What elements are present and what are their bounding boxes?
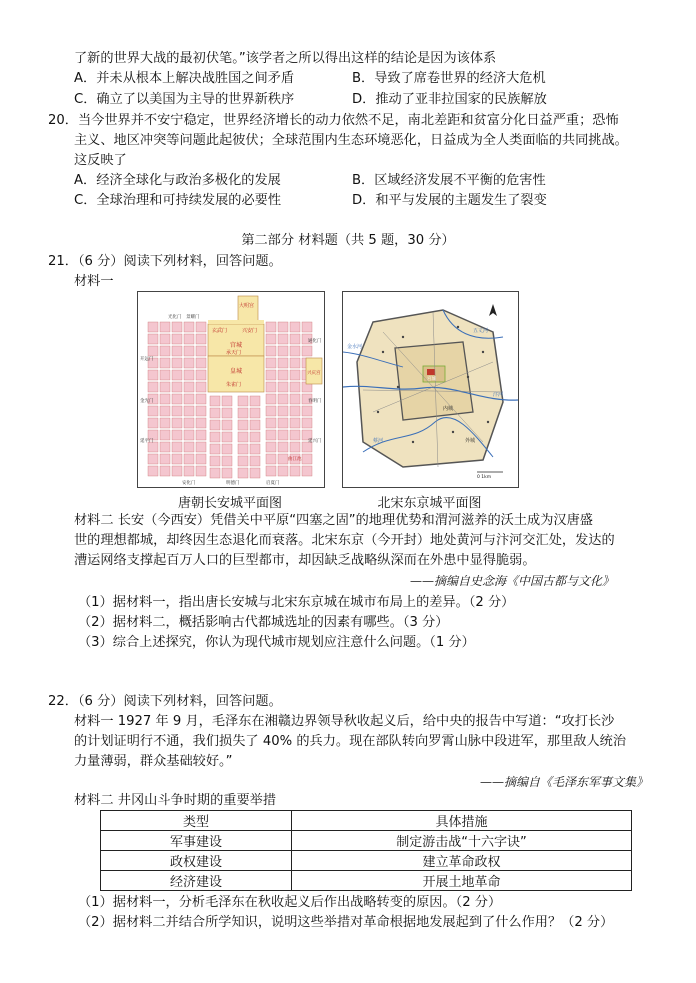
label-gate-top1: 光化门 bbox=[168, 315, 182, 320]
city-ward bbox=[278, 418, 288, 428]
city-ward bbox=[196, 454, 206, 464]
q20-line2: 主义、地区冲突等问题此起彼伏；全球范围内生态环境恶化，日益成为全人类面临的共同挑战。 bbox=[74, 133, 628, 148]
city-ward bbox=[278, 394, 288, 404]
q21-subq3: （3）综合上述探究，你认为现代城市规划应注意什么问题。（1 分） bbox=[78, 635, 475, 650]
label-qujiang: 曲江池 bbox=[288, 457, 302, 462]
city-ward bbox=[238, 456, 248, 466]
city-ward bbox=[238, 420, 248, 430]
city-ward bbox=[250, 420, 260, 430]
city-ward bbox=[278, 406, 288, 416]
label-gate-right3: 延兴门 bbox=[308, 439, 322, 444]
daming-palace bbox=[238, 296, 258, 322]
label-xingan: 兴安门 bbox=[242, 328, 258, 334]
city-ward bbox=[266, 370, 276, 380]
city-ward bbox=[278, 466, 288, 476]
city-ward bbox=[222, 468, 232, 478]
city-ward bbox=[184, 370, 194, 380]
label-gate-bottom2: 明德门 bbox=[226, 481, 240, 486]
q22-material1-line1: 材料一 1927 年 9 月，毛泽东在湘赣边界领导秋收起义后，给中央的报告中写道：“攻打长沙 bbox=[74, 714, 615, 729]
city-ward bbox=[302, 406, 312, 416]
city-ward bbox=[266, 430, 276, 440]
table-cell: 建立革命政权 bbox=[292, 851, 632, 871]
city-ward bbox=[172, 454, 182, 464]
site-marker bbox=[452, 431, 454, 433]
city-ward bbox=[266, 358, 276, 368]
city-ward bbox=[172, 442, 182, 452]
q21-material1-label: 材料一 bbox=[74, 274, 114, 289]
city-ward bbox=[266, 406, 276, 416]
q21-subq2: （2）据材料二，概括影响古代都城选址的因素有哪些。（3 分） bbox=[78, 615, 449, 630]
city-ward bbox=[184, 406, 194, 416]
site-marker bbox=[412, 441, 414, 443]
city-ward bbox=[290, 406, 300, 416]
table-row bbox=[101, 851, 632, 871]
city-ward bbox=[196, 394, 206, 404]
city-ward bbox=[302, 322, 312, 332]
city-ward bbox=[222, 408, 232, 418]
city-ward bbox=[172, 334, 182, 344]
city-ward bbox=[184, 430, 194, 440]
label-gate-top2: 景耀门 bbox=[186, 315, 200, 320]
city-ward bbox=[160, 454, 170, 464]
city-ward bbox=[184, 442, 194, 452]
city-ward bbox=[290, 442, 300, 452]
q20-option-b[interactable]: B．区域经济发展不平衡的危害性 bbox=[352, 173, 546, 188]
q20-line1: 20．当今世界并不安宁稳定，世界经济增长的动力依然不足，南北差距和贫富分化日益严重；恐怖 bbox=[48, 113, 619, 128]
city-ward bbox=[302, 418, 312, 428]
site-marker bbox=[467, 376, 469, 378]
city-ward bbox=[184, 346, 194, 356]
label-gate-bottom3: 启夏门 bbox=[266, 481, 280, 486]
city-ward bbox=[184, 418, 194, 428]
table-row bbox=[101, 871, 632, 891]
q22-subq2: （2）据材料二并结合所学知识，说明这些举措对革命根据地发展起到了什么作用？（2 分） bbox=[78, 915, 614, 930]
site-marker bbox=[487, 421, 489, 423]
city-ward bbox=[210, 408, 220, 418]
city-ward bbox=[210, 420, 220, 430]
city-ward bbox=[160, 418, 170, 428]
city-ward bbox=[172, 406, 182, 416]
city-ward bbox=[160, 394, 170, 404]
label-jinshui: 金水河 bbox=[347, 344, 363, 350]
table-cell: 开展土地革命 bbox=[292, 871, 632, 891]
measures-table bbox=[100, 810, 632, 891]
label-gongcheng: 宫城 bbox=[230, 342, 243, 349]
city-ward bbox=[290, 394, 300, 404]
city-ward bbox=[266, 382, 276, 392]
city-ward bbox=[290, 322, 300, 332]
city-ward bbox=[266, 466, 276, 476]
city-ward bbox=[210, 456, 220, 466]
city-ward bbox=[148, 418, 158, 428]
city-ward bbox=[278, 334, 288, 344]
label-nei: 内城 bbox=[443, 406, 454, 412]
city-ward bbox=[196, 382, 206, 392]
label-gate-left3: 延平门 bbox=[140, 439, 154, 444]
city-ward bbox=[196, 442, 206, 452]
city-ward bbox=[148, 406, 158, 416]
city-ward bbox=[148, 454, 158, 464]
q22-material1-line3: 力量薄弱，群众基础较好。” bbox=[74, 754, 233, 769]
city-ward bbox=[148, 370, 158, 380]
q22-subq1: （1）据材料一，分析毛泽东在秋收起义后作出战略转变的原因。（2 分） bbox=[78, 895, 502, 910]
city-ward bbox=[172, 418, 182, 428]
q22-material1-source: ——摘编自《毛泽东军事文集》 bbox=[480, 775, 649, 789]
city-ward bbox=[278, 382, 288, 392]
city-ward bbox=[290, 430, 300, 440]
city-ward bbox=[290, 346, 300, 356]
city-ward bbox=[160, 322, 170, 332]
changan-map bbox=[137, 291, 325, 488]
q20-option-a[interactable]: A．经济全球化与政治多极化的发展 bbox=[74, 173, 281, 188]
city-ward bbox=[222, 420, 232, 430]
q21-material2-source: ——摘编自史念海《中国古都与文化》 bbox=[410, 574, 615, 588]
q21-subq1: （1）据材料一，指出唐长安城与北宋东京城在城市布局上的差异。（2 分） bbox=[78, 595, 515, 610]
city-ward bbox=[160, 406, 170, 416]
city-ward bbox=[238, 396, 248, 406]
city-ward bbox=[172, 466, 182, 476]
q19-option-a[interactable]: A．并未从根本上解决战胜国之间矛盾 bbox=[74, 71, 295, 86]
city-ward bbox=[278, 346, 288, 356]
q21-head: 21．（6 分）阅读下列材料，回答问题。 bbox=[48, 254, 282, 269]
city-ward bbox=[238, 408, 248, 418]
dongjing-map bbox=[342, 291, 519, 488]
label-xingqing: 兴庆宫 bbox=[307, 371, 321, 376]
city-ward bbox=[148, 346, 158, 356]
city-ward bbox=[250, 432, 260, 442]
city-ward bbox=[160, 346, 170, 356]
label-bian: 汴河 bbox=[493, 392, 504, 398]
table-cell: 军事建设 bbox=[101, 831, 292, 851]
city-ward bbox=[266, 418, 276, 428]
q19-option-c[interactable]: C．确立了以美国为主导的世界新秩序 bbox=[74, 92, 295, 107]
q22-head: 22．（6 分）阅读下列材料，回答问题。 bbox=[48, 694, 282, 709]
site-marker bbox=[402, 336, 404, 338]
city-ward bbox=[196, 418, 206, 428]
label-daming: 大明宫 bbox=[239, 303, 255, 309]
city-ward bbox=[222, 432, 232, 442]
city-ward bbox=[278, 322, 288, 332]
palace-core bbox=[427, 369, 435, 375]
city-ward bbox=[184, 322, 194, 332]
site-marker bbox=[382, 351, 384, 353]
city-ward bbox=[196, 466, 206, 476]
city-ward bbox=[302, 346, 312, 356]
city-ward bbox=[222, 456, 232, 466]
changan-map-caption: 唐朝长安城平面图 bbox=[177, 496, 282, 511]
city-ward bbox=[196, 334, 206, 344]
label-gate-right2: 春明门 bbox=[308, 399, 322, 404]
city-ward bbox=[148, 322, 158, 332]
city-ward bbox=[184, 358, 194, 368]
label-cai: 蔡河 bbox=[373, 438, 384, 444]
label-gate-left2: 金光门 bbox=[140, 399, 154, 404]
q21-material2-line1: 材料二 长安（今西安）凭借关中平原“四塞之固”的地理优势和渭河滋养的沃土成为汉唐盛 bbox=[74, 513, 593, 528]
city-ward bbox=[250, 456, 260, 466]
city-ward bbox=[172, 430, 182, 440]
label-zhuque: 朱雀门 bbox=[226, 382, 242, 388]
city-ward bbox=[238, 444, 248, 454]
city-ward bbox=[172, 358, 182, 368]
dongjing-map-svg bbox=[343, 292, 518, 487]
q20-option-d[interactable]: D．和平与发展的主题发生了裂变 bbox=[352, 193, 547, 208]
city-ward bbox=[278, 370, 288, 380]
city-ward bbox=[196, 358, 206, 368]
city-ward bbox=[172, 382, 182, 392]
city-ward bbox=[266, 322, 276, 332]
label-huangcheng: 皇城 bbox=[230, 368, 243, 375]
city-ward bbox=[278, 430, 288, 440]
city-ward bbox=[184, 394, 194, 404]
table-header-cell: 类型 bbox=[101, 811, 292, 831]
table-row bbox=[101, 831, 632, 851]
city-ward bbox=[160, 358, 170, 368]
city-ward bbox=[196, 370, 206, 380]
city-ward bbox=[172, 370, 182, 380]
label-gate-bottom1: 安化门 bbox=[182, 481, 196, 486]
city-ward bbox=[222, 396, 232, 406]
q20-line3: 这反映了 bbox=[74, 153, 127, 168]
city-ward bbox=[184, 334, 194, 344]
city-ward bbox=[290, 334, 300, 344]
city-ward bbox=[160, 430, 170, 440]
city-ward bbox=[290, 382, 300, 392]
changan-map-svg bbox=[138, 292, 324, 487]
q19-stem-tail: 了新的世界大战的最初伏笔。”该学者之所以得出这样的结论是因为该体系 bbox=[74, 51, 497, 66]
city-ward bbox=[172, 346, 182, 356]
city-ward bbox=[184, 382, 194, 392]
city-ward bbox=[160, 370, 170, 380]
city-ward bbox=[172, 322, 182, 332]
city-ward bbox=[278, 442, 288, 452]
city-ward bbox=[160, 334, 170, 344]
city-ward bbox=[148, 466, 158, 476]
q22-material1-line2: 的计划证明行不通，我们损失了 40% 的兵力。现在部队转向罗霄山脉中段进军，那里敌人统治 bbox=[74, 734, 627, 749]
city-ward bbox=[278, 454, 288, 464]
city-ward bbox=[238, 432, 248, 442]
city-ward bbox=[302, 454, 312, 464]
city-ward bbox=[210, 444, 220, 454]
q20-option-c[interactable]: C．全球治理和可持续发展的必要性 bbox=[74, 193, 282, 208]
city-ward bbox=[160, 466, 170, 476]
city-ward bbox=[196, 322, 206, 332]
part2-title: 第二部分 材料题（共 5 题，30 分） bbox=[241, 233, 455, 248]
city-ward bbox=[196, 430, 206, 440]
city-ward bbox=[266, 334, 276, 344]
city-ward bbox=[290, 358, 300, 368]
city-ward bbox=[250, 396, 260, 406]
city-ward bbox=[210, 396, 220, 406]
table-header-row bbox=[101, 811, 632, 831]
label-gate-left1: 开远门 bbox=[140, 357, 154, 362]
city-ward bbox=[148, 334, 158, 344]
city-ward bbox=[266, 346, 276, 356]
city-ward bbox=[278, 358, 288, 368]
label-chengtian: 承天门 bbox=[226, 350, 242, 356]
site-marker bbox=[397, 386, 399, 388]
label-gong: 宫城 bbox=[427, 377, 436, 382]
city-ward bbox=[302, 466, 312, 476]
city-ward bbox=[210, 432, 220, 442]
q21-material2-line2: 世的理想都城，却终因生态退化而衰落。北宋东京（今开封）地处黄河与汴河交汇处，发达的 bbox=[74, 533, 615, 548]
site-marker bbox=[482, 351, 484, 353]
city-ward bbox=[184, 466, 194, 476]
label-gate-right1: 通化门 bbox=[308, 339, 322, 344]
table-header-cell: 具体措施 bbox=[292, 811, 632, 831]
dongjing-map-caption: 北宋东京城平面图 bbox=[377, 496, 482, 511]
city-ward bbox=[290, 370, 300, 380]
city-ward bbox=[250, 444, 260, 454]
city-ward bbox=[250, 468, 260, 478]
city-ward bbox=[238, 468, 248, 478]
city-ward bbox=[160, 382, 170, 392]
table-cell: 制定游击战“十六字诀” bbox=[292, 831, 632, 851]
city-ward bbox=[266, 454, 276, 464]
q19-option-d[interactable]: D．推动了亚非拉国家的民族解放 bbox=[352, 92, 547, 107]
city-ward bbox=[250, 408, 260, 418]
table-cell: 政权建设 bbox=[101, 851, 292, 871]
city-ward bbox=[222, 444, 232, 454]
city-ward bbox=[196, 346, 206, 356]
q22-material2-label: 材料二 井冈山斗争时期的重要举措 bbox=[74, 793, 277, 808]
map2-scale: 0 1km bbox=[477, 475, 492, 480]
city-ward bbox=[266, 442, 276, 452]
city-ward bbox=[210, 468, 220, 478]
q21-material2-line3: 漕运网络支撑起百万人口的巨型都市，却因缺乏战略纵深而在外患中显得脆弱。 bbox=[74, 553, 536, 568]
label-wai: 外城 bbox=[465, 438, 476, 444]
q19-option-b[interactable]: B．导致了席卷世界的经济大危机 bbox=[352, 71, 546, 86]
table-cell: 经济建设 bbox=[101, 871, 292, 891]
label-xuanwu: 玄武门 bbox=[212, 328, 228, 334]
city-ward bbox=[266, 394, 276, 404]
city-ward bbox=[148, 382, 158, 392]
site-marker bbox=[377, 411, 379, 413]
city-ward bbox=[160, 442, 170, 452]
city-ward bbox=[290, 466, 300, 476]
city-ward bbox=[196, 406, 206, 416]
label-wuzhang: 五丈河 bbox=[473, 328, 489, 334]
site-marker bbox=[457, 326, 459, 328]
city-ward bbox=[172, 394, 182, 404]
city-ward bbox=[290, 418, 300, 428]
city-ward bbox=[184, 454, 194, 464]
